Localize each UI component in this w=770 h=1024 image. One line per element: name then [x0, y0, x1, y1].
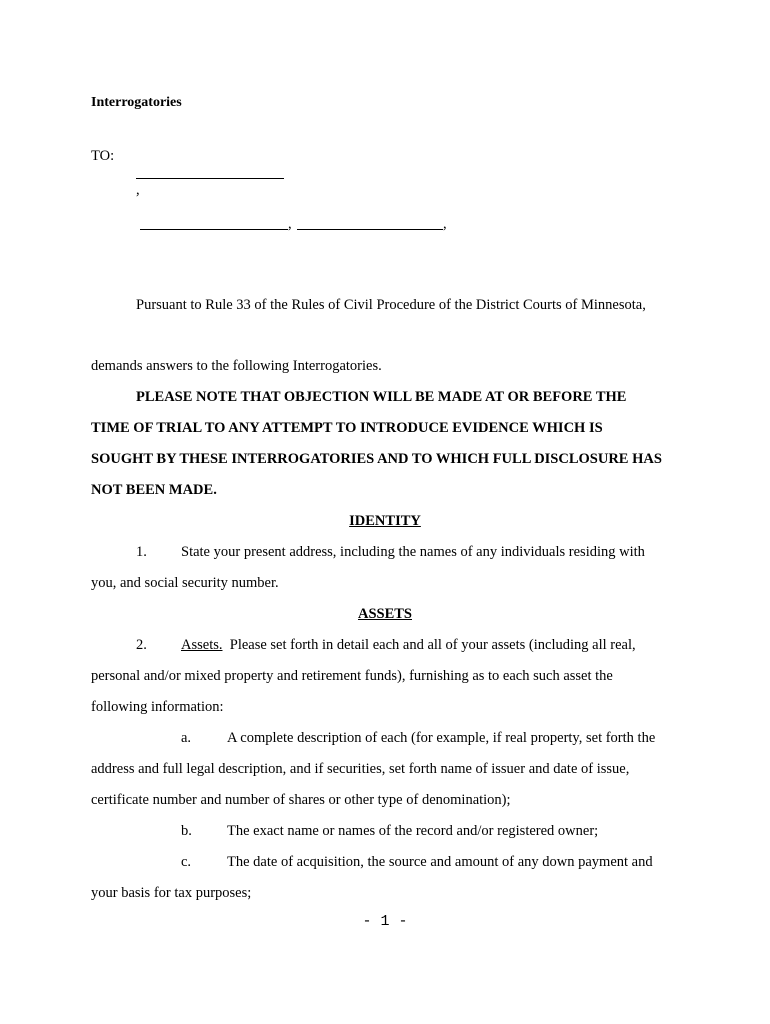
- subitem-letter: b.: [181, 823, 192, 839]
- item-label: Assets.: [181, 637, 223, 653]
- recipient-name-blank: [136, 178, 284, 179]
- demands-paragraph: demands answers to the following Interrogatories.: [91, 358, 382, 374]
- item-number: 2.: [136, 637, 147, 653]
- page-number: - 1 -: [362, 913, 408, 930]
- section-heading-identity: IDENTITY: [349, 513, 421, 529]
- subitem-text-line: address and full legal description, and if securities, set forth name of issuer and date of issue,: [91, 761, 630, 777]
- item-number: 1.: [136, 544, 147, 560]
- to-label: TO:: [91, 148, 115, 164]
- notice-line: SOUGHT BY THESE INTERROGATORIES AND TO WHICH FULL DISCLOSURE HAS: [91, 451, 662, 467]
- subitem-text-line: The exact name or names of the record and/or registered owner;: [227, 823, 599, 839]
- subitem-text-line: certificate number and number of shares or other type of denomination);: [91, 792, 511, 808]
- subitem-text-line: your basis for tax purposes;: [91, 885, 252, 901]
- notice-line: NOT BEEN MADE.: [91, 482, 217, 498]
- item-text-line: State your present address, including the names of any individuals residing with: [181, 544, 645, 560]
- subitem-text-line: A complete description of each (for example, if real property, set forth the: [227, 730, 656, 746]
- notice-line: TIME OF TRIAL TO ANY ATTEMPT TO INTRODUCE EVIDENCE WHICH IS: [91, 420, 603, 436]
- subitem-text-line: The date of acquisition, the source and amount of any down payment and: [227, 854, 653, 870]
- comma-separator: ,: [288, 216, 292, 232]
- section-heading-assets: ASSETS: [357, 606, 412, 622]
- item-text-line: you, and social security number.: [91, 575, 279, 591]
- recipient-state-blank: [297, 229, 443, 230]
- item-text-line: personal and/or mixed property and retirement funds), furnishing as to each such asset the: [91, 668, 613, 684]
- item-text-line: following information:: [91, 699, 224, 715]
- subitem-letter: a.: [181, 730, 192, 746]
- item-text: Please set forth in detail each and all of your assets (including all real,: [229, 637, 636, 653]
- comma-separator: ,: [443, 216, 447, 232]
- recipient-city-blank: [140, 229, 288, 230]
- pursuant-paragraph: Pursuant to Rule 33 of the Rules of Civil Procedure of the District Courts of Minnesota,: [136, 297, 646, 313]
- document-title: Interrogatories: [91, 95, 182, 110]
- item-text-line: [181, 638, 636, 653]
- comma-separator: ,: [136, 182, 140, 198]
- subitem-letter: c.: [181, 854, 192, 870]
- notice-line: PLEASE NOTE THAT OBJECTION WILL BE MADE AT OR BEFORE THE: [136, 389, 627, 405]
